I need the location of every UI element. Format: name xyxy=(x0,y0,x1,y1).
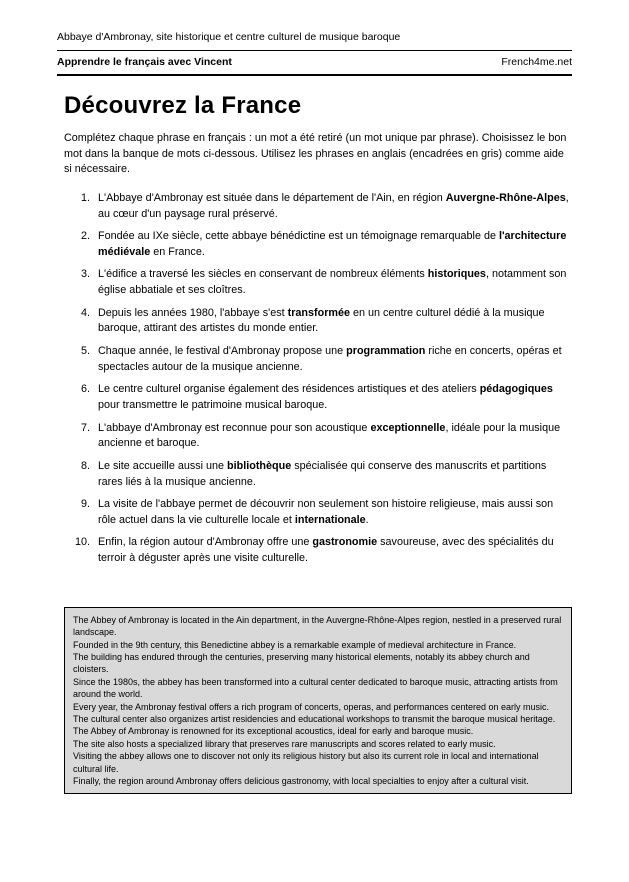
sentence-list xyxy=(64,191,572,567)
brand-row xyxy=(57,51,572,74)
document-subject: Abbaye d'Ambronay, site historique et centre culturel de musique baroque xyxy=(57,31,401,43)
sentence-number: 7. xyxy=(80,421,90,434)
brand-title: Apprendre le français avec Vincent xyxy=(57,56,232,68)
sentence-item xyxy=(64,421,572,452)
english-translation-line: The Abbey of Ambronay is renowned for its exceptional acoustics, ideal for early and baroque music. xyxy=(73,726,474,737)
sentence-item xyxy=(64,191,572,222)
sentence-text: Depuis les années 1980, l'abbaye s'est transformée en un centre culturel dédié à la musique baroque, attirant des artistes du monde entier. xyxy=(98,306,545,335)
english-translation-line: Since the 1980s, the abbey has been transformed into a cultural center dedicated to baroque music, attracting artists from around the world. xyxy=(73,676,558,700)
sentence-number: 3. xyxy=(80,268,90,281)
divider-thick xyxy=(57,74,572,76)
sentence-item xyxy=(64,535,572,566)
brand-site: French4me.net xyxy=(501,56,572,68)
sentence-number: 2. xyxy=(80,230,90,243)
sentence-item xyxy=(64,459,572,490)
sentence-text: Le centre culturel organise également des résidences artistiques et des ateliers pédagogiques pour transmettre le patrimoine musical baroque. xyxy=(98,383,553,411)
sentence-text: Chaque année, le festival d'Ambronay propose une programmation riche en concerts, opéras et spectacles autour de la musique ancienne. xyxy=(98,345,562,373)
sentence-number: 6. xyxy=(80,383,90,396)
instructions-text: Complétez chaque phrase en français : un mot a été retiré (un mot unique par phrase). Choisissez le bon mot dans la banque de mots ci-dessous. Utilisez les phrases en anglais (encadrées en gris) comme aide si nécessaire. xyxy=(64,132,567,176)
english-translation-line: Visiting the abbey allows one to discover not only its religious history but also its current role in local and international cultural life. xyxy=(73,751,539,774)
sentence-text: L'abbaye d'Ambronay est reconnue pour son acoustique exceptionnelle, idéale pour la musique ancienne et baroque. xyxy=(98,421,561,450)
sentence-item xyxy=(64,267,572,298)
sentence-item xyxy=(64,382,572,413)
english-translation-line: The site also hosts a specialized library that preserves rare manuscripts and scores related to early music. xyxy=(73,738,496,749)
sentence-item xyxy=(64,229,572,260)
page-title: Découvrez la France xyxy=(64,92,302,119)
sentence-text: Le site accueille aussi une bibliothèque spécialisée qui conserve des manuscrits et partitions rares liés à la musique ancienne. xyxy=(98,459,547,488)
sentence-text: L'Abbaye d'Ambronay est située dans le département de l'Ain, en région Auvergne-Rhône-Alpes, au cœur d'un paysage rural préservé. xyxy=(98,191,569,220)
sentence-item xyxy=(64,306,572,337)
sentence-number: 10. xyxy=(74,536,90,549)
sentence-number: 8. xyxy=(80,459,90,472)
sentence-number: 9. xyxy=(80,498,90,511)
sentence-number: 5. xyxy=(80,345,90,358)
sentence-text: Fondée au IXe siècle, cette abbaye bénédictine est un témoignage remarquable de l'architecture médiévale en France. xyxy=(98,230,567,258)
english-translation-line: The Abbey of Ambronay is located in the Ain department, in the Auvergne-Rhône-Alpes region, nestled in a preserved rural landscape. xyxy=(73,614,562,638)
sentence-text: Enfin, la région autour d'Ambronay offre une gastronomie savoureuse, avec des spécialités du terroir à déguster après une visite culturelle. xyxy=(98,536,554,565)
sentence-number: 4. xyxy=(80,306,90,319)
english-translation-line: The cultural center also organizes artist residencies and educational workshops to transmit the baroque musical heritage. xyxy=(73,713,556,724)
sentence-text: La visite de l'abbaye permet de découvrir non seulement son histoire religieuse, mais aussi son rôle actuel dans la vie culturelle locale et internationale. xyxy=(98,498,554,526)
english-translation-line: Every year, the Ambronay festival offers a rich program of concerts, operas, and performances centered on early music. xyxy=(73,701,550,712)
sentence-item xyxy=(64,344,572,375)
sentence-number: 1. xyxy=(80,191,90,204)
english-translation-line: Founded in the 9th century, this Benedictine abbey is a remarkable example of medieval architecture in France. xyxy=(73,639,517,650)
english-translation-line: The building has endured through the centuries, preserving many historical elements, notably its abbey church and cloisters. xyxy=(73,651,530,675)
english-translations-box xyxy=(64,607,572,795)
english-translation-line: Finally, the region around Ambronay offers delicious gastronomy, with local specialties to enjoy after a cultural visit. xyxy=(73,776,529,787)
sentence-text: L'édifice a traversé les siècles en conservant de nombreux éléments historiques, notamment son église abbatiale et ses cloîtres. xyxy=(98,268,567,297)
sentence-item xyxy=(64,497,572,528)
